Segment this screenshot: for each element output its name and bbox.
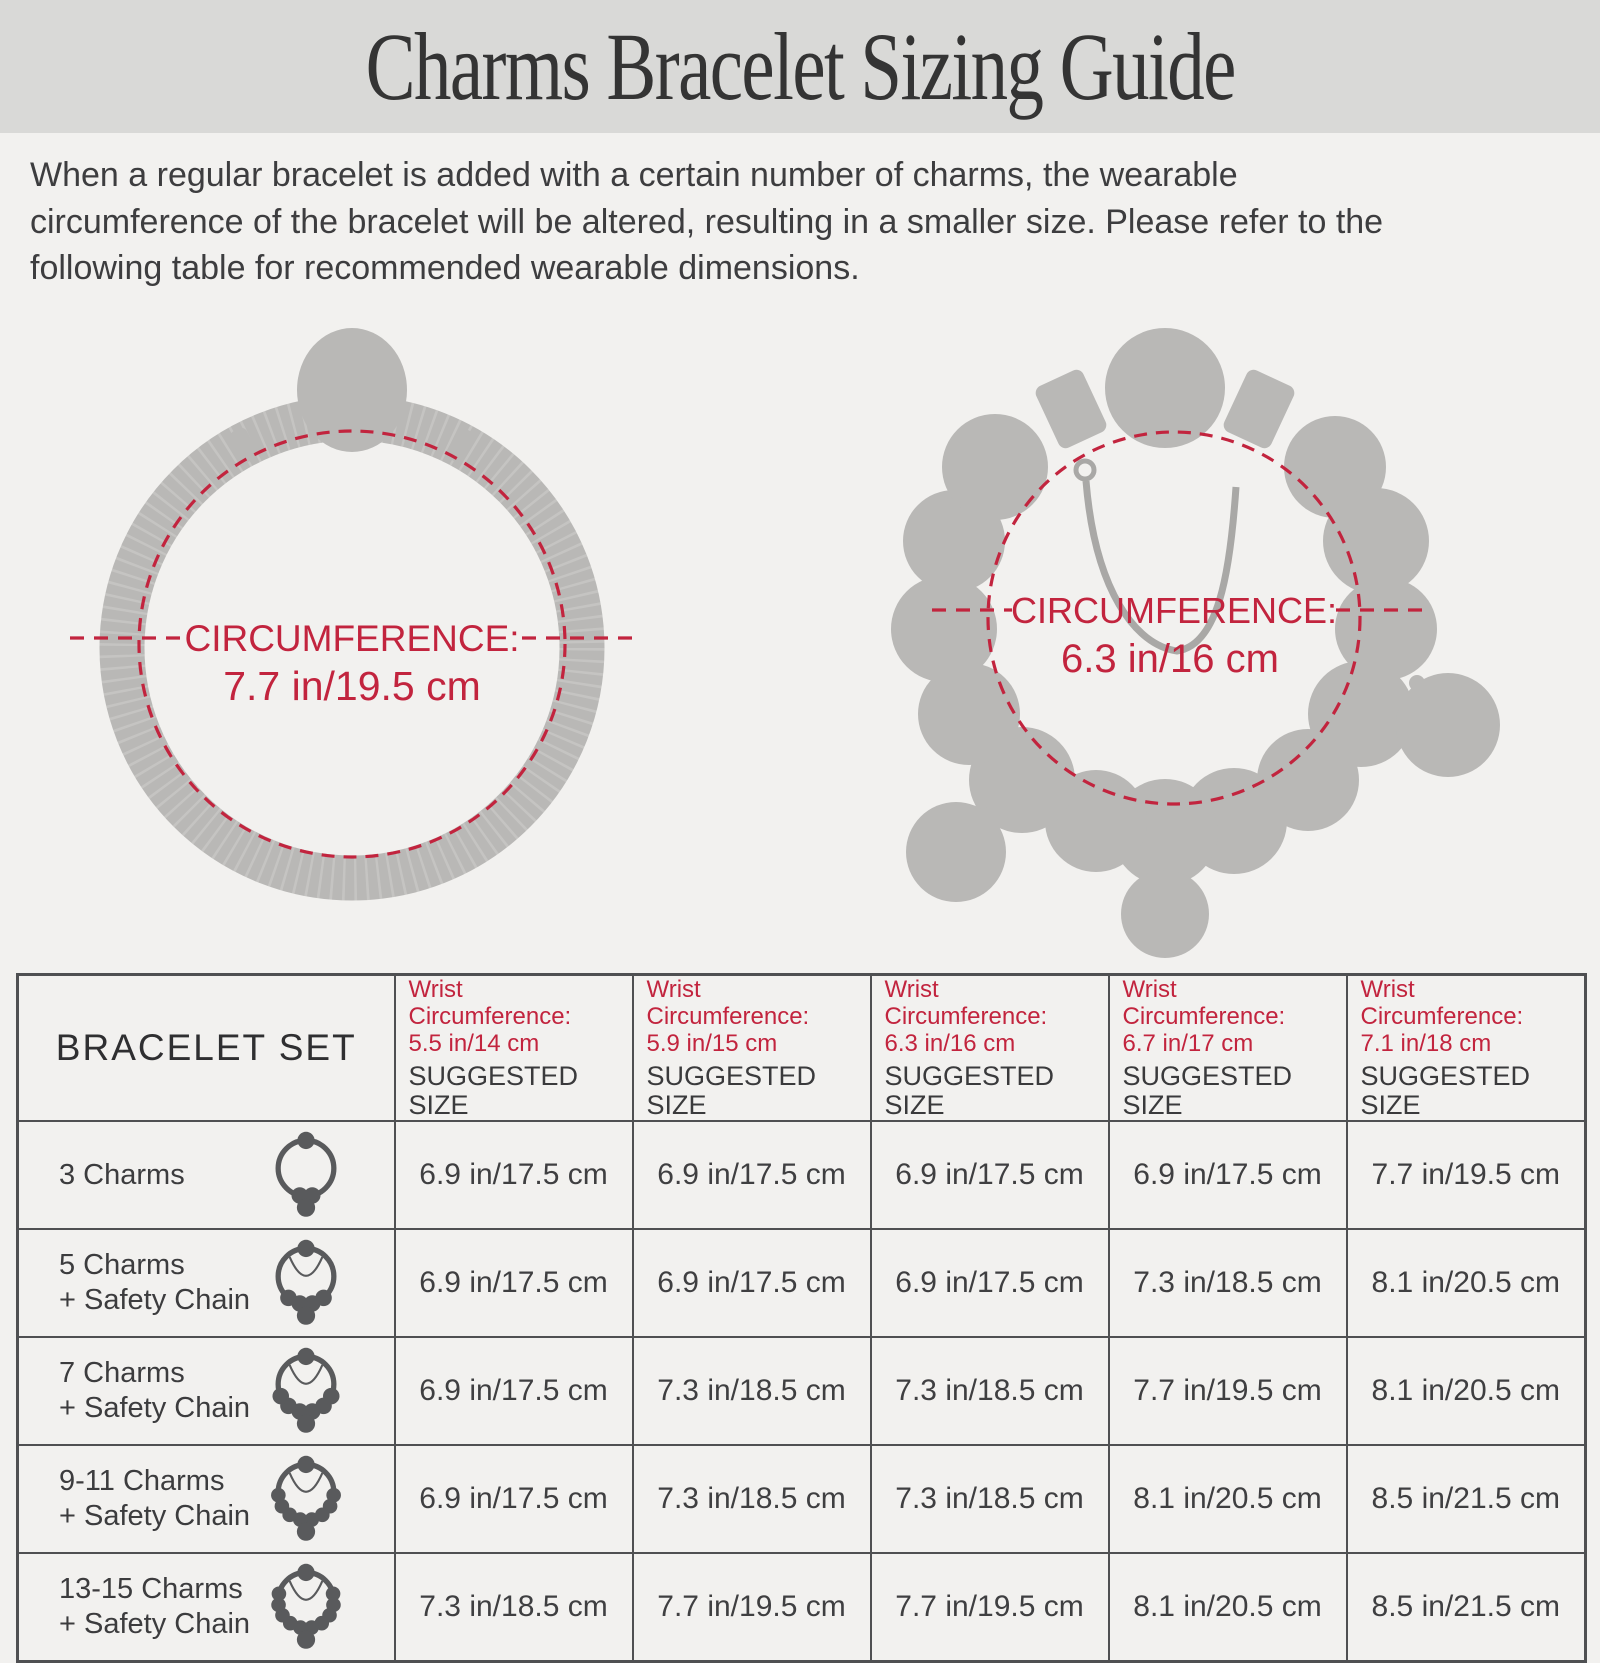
page-title: Charms Bracelet Sizing Guide xyxy=(365,12,1235,120)
intro-line: circumference of the bracelet will be altered, resulting in a smaller size. Please refer to the xyxy=(30,202,1384,241)
table-row xyxy=(18,1121,1586,1229)
row-label: 13-15 Charms + Safety Chain xyxy=(59,1573,251,1640)
dangle-charm-shape xyxy=(1396,673,1500,777)
size-value-cell: 6.9 in/17.5 cm xyxy=(395,1229,633,1337)
size-value-cell: 7.3 in/18.5 cm xyxy=(395,1553,633,1662)
row-label: 5 Charms + Safety Chain xyxy=(59,1249,251,1316)
intro-line: following table for recommended wearable dimensions. xyxy=(30,249,860,287)
circumference-value: 6.3 in/16 cm xyxy=(1061,637,1279,681)
intro-line: When a regular bracelet is added with a certain number of charms, the wearable xyxy=(30,156,1238,194)
size-value-cell: 7.3 in/18.5 cm xyxy=(633,1445,871,1553)
sizing-table xyxy=(16,973,1587,1663)
size-value-cell: 6.9 in/17.5 cm xyxy=(1109,1121,1347,1229)
table-row xyxy=(18,1445,1586,1553)
size-value-cell: 8.5 in/21.5 cm xyxy=(1347,1445,1586,1553)
size-value-cell: 7.3 in/18.5 cm xyxy=(633,1337,871,1445)
bracelet-set-cell xyxy=(18,1229,395,1337)
wrist-size-column-header: Wrist Circumference: 6.3 in/16 cm SUGGESTED SIZE xyxy=(871,975,1109,1122)
size-value-cell: 7.3 in/18.5 cm xyxy=(871,1337,1109,1445)
size-value-cell: 7.7 in/19.5 cm xyxy=(1109,1337,1347,1445)
charm-bead-shape xyxy=(1323,488,1429,594)
size-value-cell: 7.7 in/19.5 cm xyxy=(871,1553,1109,1662)
wrist-size-column-header: Wrist Circumference: 7.1 in/18 cm SUGGESTED SIZE xyxy=(1347,975,1586,1122)
size-value-cell: 6.9 in/17.5 cm xyxy=(633,1121,871,1229)
size-value-cell: 8.1 in/20.5 cm xyxy=(1347,1229,1586,1337)
row-label: 3 Charms xyxy=(59,1158,185,1191)
bracelet-3-charms-icon xyxy=(258,1125,354,1225)
size-value-cell: 8.1 in/20.5 cm xyxy=(1347,1337,1586,1445)
bracelet-set-header: BRACELET SET xyxy=(18,975,395,1122)
circumference-label: CIRCUMFERENCE: xyxy=(184,618,520,659)
size-value-cell: 6.9 in/17.5 cm xyxy=(871,1121,1109,1229)
size-value-cell: 6.9 in/17.5 cm xyxy=(395,1337,633,1445)
size-value-cell: 6.9 in/17.5 cm xyxy=(395,1121,633,1229)
bracelet-9-11-charms-safety-chain-icon xyxy=(258,1449,354,1549)
plain-bracelet-illustration xyxy=(40,308,700,958)
size-value-cell: 8.1 in/20.5 cm xyxy=(1109,1553,1347,1662)
clasp-bead-shape xyxy=(1105,328,1225,448)
intro-paragraph xyxy=(30,152,1580,292)
table-row xyxy=(18,1553,1586,1662)
title-band xyxy=(0,0,1600,133)
circumference-value: 7.7 in/19.5 cm xyxy=(223,663,481,709)
wrist-size-column-header: Wrist Circumference: 5.5 in/14 cm SUGGESTED SIZE xyxy=(395,975,633,1122)
size-value-cell: 6.9 in/17.5 cm xyxy=(871,1229,1109,1337)
charm-bead-shape xyxy=(942,414,1048,520)
charm-bead-shape xyxy=(891,576,997,682)
size-value-cell: 7.7 in/19.5 cm xyxy=(633,1553,871,1662)
rect-charm-shape xyxy=(1221,367,1297,451)
size-value-cell: 6.9 in/17.5 cm xyxy=(633,1229,871,1337)
bracelet-5-charms-safety-chain-icon xyxy=(258,1233,354,1333)
size-value-cell: 6.9 in/17.5 cm xyxy=(395,1445,633,1553)
wrist-size-column-header: Wrist Circumference: 6.7 in/17 cm SUGGESTED SIZE xyxy=(1109,975,1347,1122)
rect-charm-shape xyxy=(1033,367,1109,451)
table-header-row xyxy=(18,975,1586,1122)
dangle-charm-shape xyxy=(1121,870,1209,958)
bracelet-7-charms-safety-chain-icon xyxy=(258,1341,354,1441)
bracelet-set-cell xyxy=(18,1553,395,1662)
size-value-cell: 7.3 in/18.5 cm xyxy=(1109,1229,1347,1337)
dangle-charm-shape xyxy=(906,802,1006,902)
size-value-cell: 8.1 in/20.5 cm xyxy=(1109,1445,1347,1553)
bracelet-13-15-charms-safety-chain-icon xyxy=(258,1557,354,1657)
row-label: 9-11 Charms + Safety Chain xyxy=(59,1465,251,1532)
bracelet-set-cell xyxy=(18,1121,395,1229)
table-row xyxy=(18,1337,1586,1445)
size-value-cell: 7.7 in/19.5 cm xyxy=(1347,1121,1586,1229)
size-value-cell: 7.3 in/18.5 cm xyxy=(871,1445,1109,1553)
circumference-label: CIRCUMFERENCE: xyxy=(1010,590,1338,631)
row-label: 7 Charms + Safety Chain xyxy=(59,1357,251,1424)
charm-bracelet-illustration xyxy=(780,300,1560,960)
bracelet-set-cell xyxy=(18,1337,395,1445)
wrist-size-column-header: Wrist Circumference: 5.9 in/15 cm SUGGESTED SIZE xyxy=(633,975,871,1122)
bracelet-set-cell xyxy=(18,1445,395,1553)
safety-chain-clasp xyxy=(1076,461,1094,479)
table-row xyxy=(18,1229,1586,1337)
size-value-cell: 8.5 in/21.5 cm xyxy=(1347,1553,1586,1662)
